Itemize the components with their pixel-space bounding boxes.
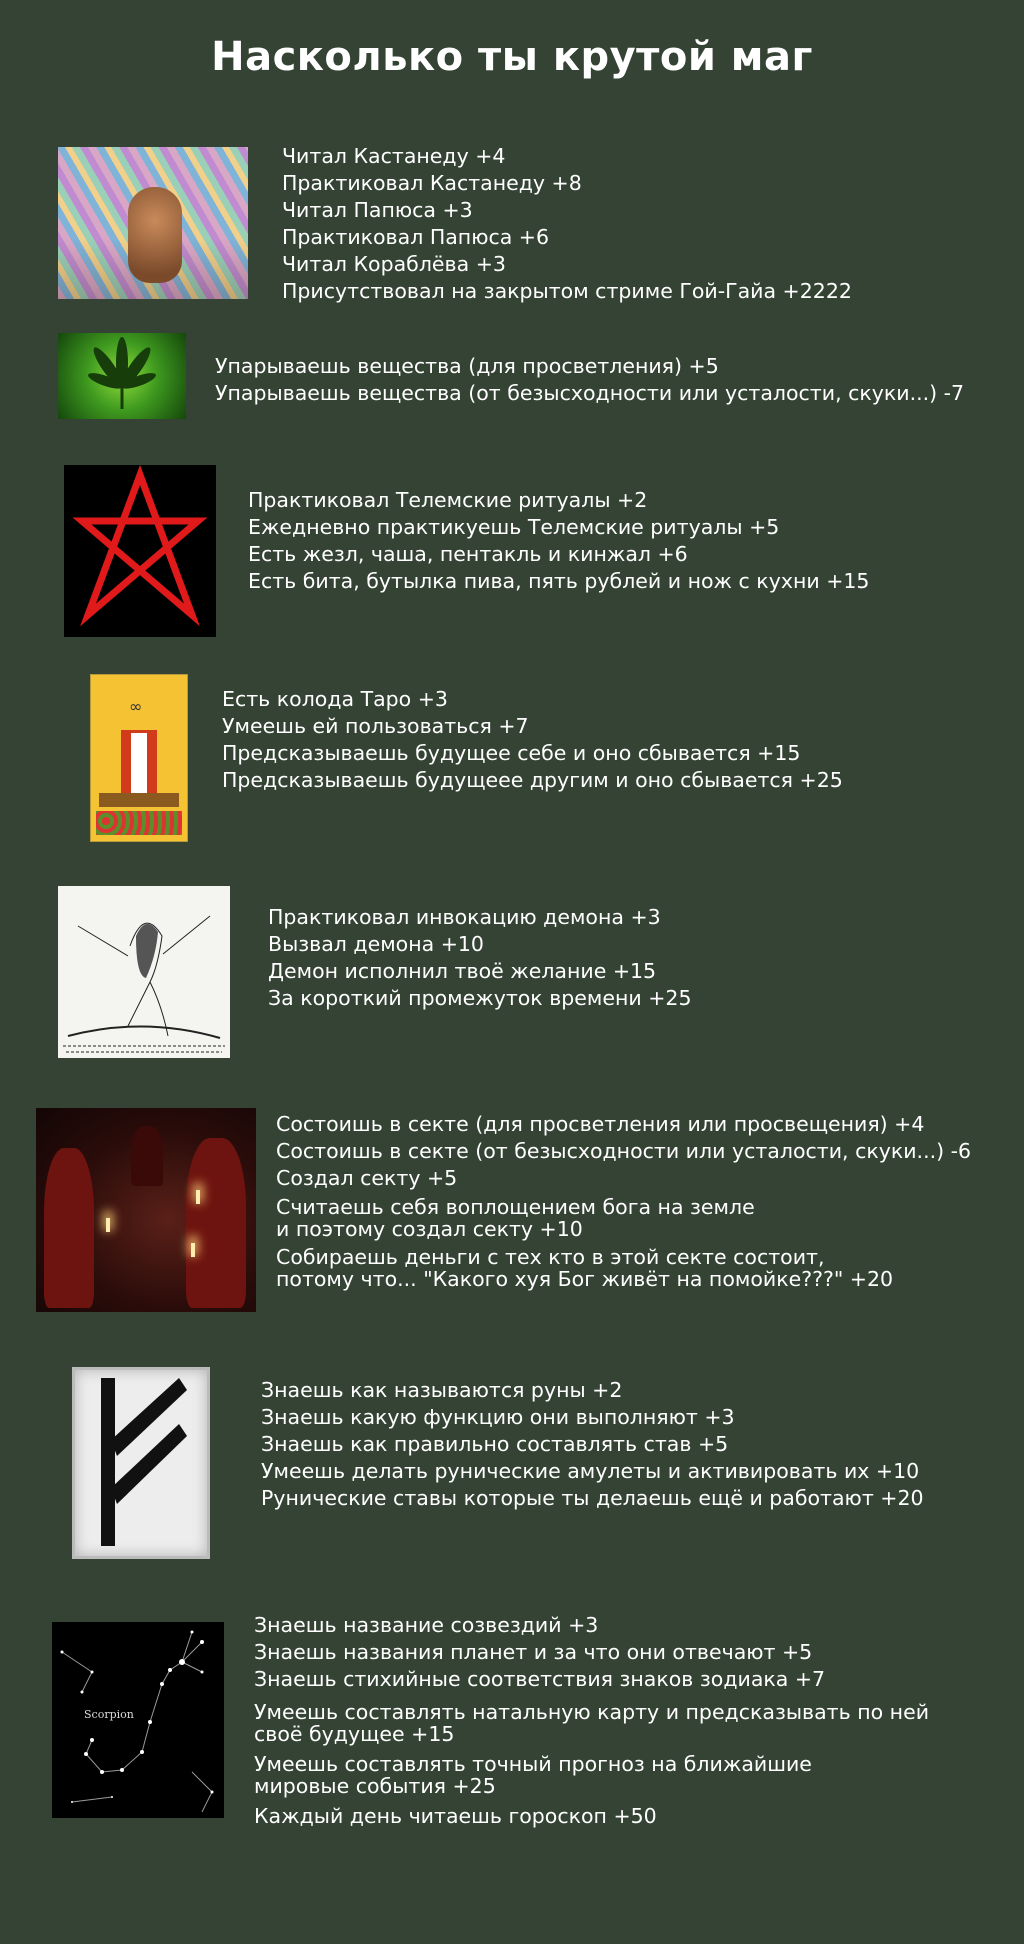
unicursal-hexagram-image <box>64 465 216 637</box>
chief-face <box>128 187 182 283</box>
list-item: Читал Кастанеду +4 <box>282 144 506 168</box>
hooded-figure <box>186 1138 246 1308</box>
list-item: Знаешь название созвездий +3 <box>254 1613 599 1637</box>
list-item: Практиковал Телемские ритуалы +2 <box>248 488 648 512</box>
fehu-rune-icon <box>75 1370 207 1556</box>
list-item: Состоишь в секте (для просветления или просвещения) +4 <box>276 1112 925 1136</box>
list-item: Рунические ставы которые ты делаешь ещё и работают +20 <box>261 1486 924 1510</box>
list-item: Знаешь какую функцию они выполняют +3 <box>261 1405 735 1429</box>
candle-icon <box>196 1190 200 1204</box>
list-item: Упарываешь вещества (для просветления) +5 <box>215 354 719 378</box>
section-thelema <box>248 487 869 595</box>
list-item: Умеешь делать рунические амулеты и активировать их +10 <box>261 1459 920 1483</box>
cannabis-leaf-icon <box>58 333 186 419</box>
section-sect <box>276 1111 971 1290</box>
list-item: Упарываешь вещества (от безысходности или усталости, скуки...) -7 <box>215 381 965 405</box>
list-item: Предсказываешь будущеее другим и оно сбывается +25 <box>222 768 843 792</box>
cult-ritual-image <box>36 1108 256 1312</box>
demon-icon <box>58 886 230 1058</box>
section-substances <box>215 353 964 407</box>
list-item: Читал Кораблёва +3 <box>282 252 506 276</box>
indian-chief-image <box>58 147 248 299</box>
list-item: Вызвал демона +10 <box>268 932 484 956</box>
list-item: Присутствовал на закрытом стриме Гой-Гайа +2222 <box>282 279 852 303</box>
list-item: Состоишь в секте (от безысходности или усталости, скуки...) -6 <box>276 1139 972 1163</box>
list-item: Знаешь стихийные соответствия знаков зодиака +7 <box>254 1667 826 1691</box>
list-item: Умеешь составлять натальную карту и предсказывать по ней своё будущее +15 <box>254 1700 930 1746</box>
list-item: Умеешь составлять точный прогноз на ближайшие мировые события +25 <box>254 1752 812 1798</box>
candle-icon <box>106 1218 110 1232</box>
hooded-figure <box>44 1148 94 1308</box>
list-item: Собираешь деньги с тех кто в этой секте состоит, потому что... "Какого хуя Бог живёт на помойке???" +20 <box>276 1245 894 1291</box>
tarot-card-image <box>90 674 188 842</box>
list-item: Демон исполнил твоё желание +15 <box>268 959 657 983</box>
list-item: Есть колода Таро +3 <box>222 687 448 711</box>
list-item: Предсказываешь будущее себе и оно сбывается +15 <box>222 741 801 765</box>
hooded-figure <box>131 1126 163 1186</box>
section-runes <box>261 1377 924 1512</box>
list-item: Считаешь себя воплощением бога на земле и поэтому создал секту +10 <box>276 1195 755 1241</box>
list-item: Практиковал Папюса +6 <box>282 225 550 249</box>
page-title: Насколько ты крутой маг <box>211 34 813 80</box>
list-item: Практиковал Кастанеду +8 <box>282 171 582 195</box>
constellation-image <box>52 1622 224 1818</box>
scorpion-constellation-icon <box>52 1622 224 1818</box>
cannabis-leaf-image <box>58 333 186 419</box>
constellation-label: Scorpion <box>84 1708 134 1721</box>
list-item: Каждый день читаешь гороскоп +50 <box>254 1804 657 1828</box>
list-item: Ежедневно практикуешь Телемские ритуалы +5 <box>248 515 780 539</box>
unicursal-hexagram-icon <box>64 465 216 637</box>
candle-icon <box>191 1243 195 1257</box>
demon-engraving-image <box>58 886 230 1058</box>
list-item: За короткий промежуток времени +25 <box>268 986 692 1010</box>
list-item: Практиковал инвокацию демона +3 <box>268 905 661 929</box>
infinity-icon: ∞ <box>129 697 143 716</box>
list-item: Знаешь как называются руны +2 <box>261 1378 623 1402</box>
list-item: Создал секту +5 <box>276 1166 458 1190</box>
section-tarot <box>222 686 843 794</box>
section-astrology <box>254 1612 929 1830</box>
section-demon <box>268 904 692 1012</box>
section-castaneda <box>282 143 852 305</box>
magician-table <box>99 793 179 807</box>
rune-stone-image <box>72 1367 210 1559</box>
list-item: Читал Папюса +3 <box>282 198 473 222</box>
list-item: Знаешь названия планет и за что они отвечают +5 <box>254 1640 813 1664</box>
list-item: Есть жезл, чаша, пентакль и кинжал +6 <box>248 542 688 566</box>
list-item: Есть бита, бутылка пива, пять рублей и нож с кухни +15 <box>248 569 870 593</box>
list-item: Знаешь как правильно составлять став +5 <box>261 1432 729 1456</box>
list-item: Умеешь ей пользоваться +7 <box>222 714 529 738</box>
